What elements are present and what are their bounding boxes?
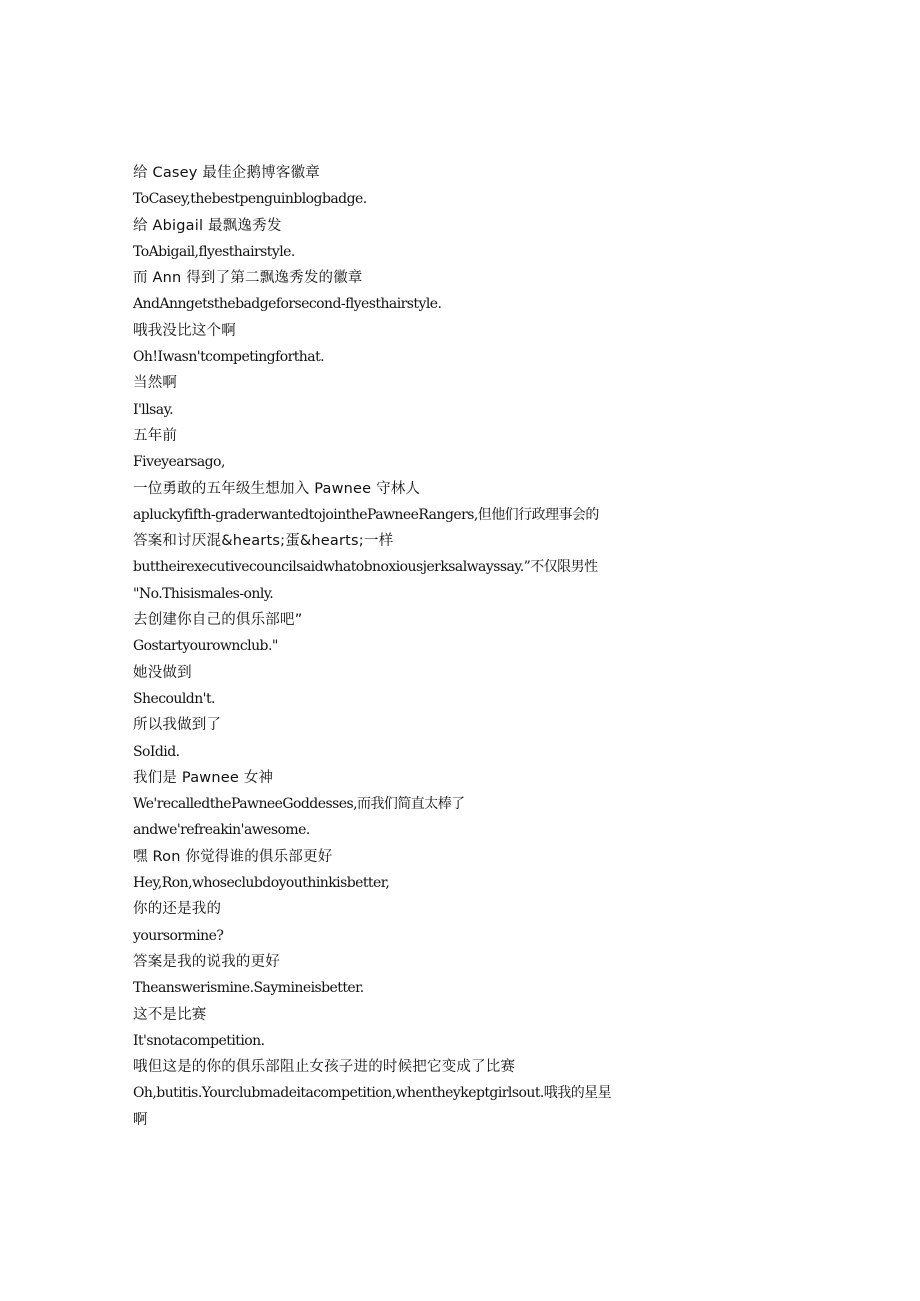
text-line: AndAnngetsthebadgeforsecond-flyesthairstyle. <box>133 296 442 313</box>
text-line: 你的还是我的 <box>133 901 222 918</box>
text-line: 嘿 Ron 你觉得谁的俱乐部更好 <box>133 848 333 865</box>
text-line: Shecouldn't. <box>133 690 215 707</box>
text-line: 哦我没比这个啊 <box>133 322 236 339</box>
text-line: 当然啊 <box>133 375 178 392</box>
text-line: 答案和讨厌混&hearts;蛋&hearts;一样 <box>133 533 394 550</box>
transcript-body <box>133 160 633 1133</box>
text-line: It'snotacompetition. <box>133 1032 265 1049</box>
text-line: Fiveyearsago, <box>133 454 225 471</box>
text-line: ToAbigail,flyesthairstyle. <box>133 243 295 260</box>
text-line: "No.Thisismales-only. <box>133 585 274 602</box>
text-line: We'recalledthePawneeGoddesses,而我们简直太棒了 <box>133 796 465 813</box>
text-line: 五年前 <box>133 427 178 444</box>
text-line: I'llsay. <box>133 401 173 418</box>
text-line: 她没做到 <box>133 664 192 681</box>
text-line: yoursormine? <box>133 927 224 944</box>
text-line: 而 Ann 得到了第二飘逸秀发的徽章 <box>133 270 363 287</box>
text-line: 给 Abigail 最飘逸秀发 <box>133 217 282 234</box>
text-line: 啊 <box>133 1111 148 1128</box>
text-line: Oh!Iwasn'tcompetingforthat. <box>133 349 325 366</box>
text-line: Hey,Ron,whoseclubdoyouthinkisbetter, <box>133 875 390 892</box>
text-line: 哦但这是的你的俱乐部阻止女孩子进的时候把它变成了比赛 <box>133 1059 516 1076</box>
text-line: 答案是我的说我的更好 <box>133 953 280 970</box>
text-line: 给 Casey 最佳企鹅博客徽章 <box>133 165 320 181</box>
text-line: buttheirexecutivecouncilsaidwhatobnoxiousjerksalwayssay.”不仅限男性 <box>133 559 598 576</box>
text-line: 我们是 Pawnee 女神 <box>133 769 274 786</box>
text-line: apluckyfifth-graderwantedtojointhePawneeRangers,但他们行政理事会的 <box>133 506 599 523</box>
text-line: SoIdid. <box>133 743 180 760</box>
text-line: Theanswerismine.Saymineisbetter. <box>133 980 364 997</box>
text-line: 去创建你自己的俱乐部吧” <box>133 612 303 629</box>
text-line: 所以我做到了 <box>133 717 222 734</box>
text-line: Gostartyourownclub." <box>133 638 278 655</box>
text-line: Oh,butitis.Yourclubmadeitacompetition,whentheykeptgirlsout.哦我的星星 <box>133 1085 612 1102</box>
text-line: ToCasey,thebestpenguinblogbadge. <box>133 191 367 208</box>
text-line: 一位勇敢的五年级生想加入 Pawnee 守林人 <box>133 480 421 497</box>
text-line: andwe'refreakin'awesome. <box>133 822 310 839</box>
text-line: 这不是比赛 <box>133 1006 207 1023</box>
